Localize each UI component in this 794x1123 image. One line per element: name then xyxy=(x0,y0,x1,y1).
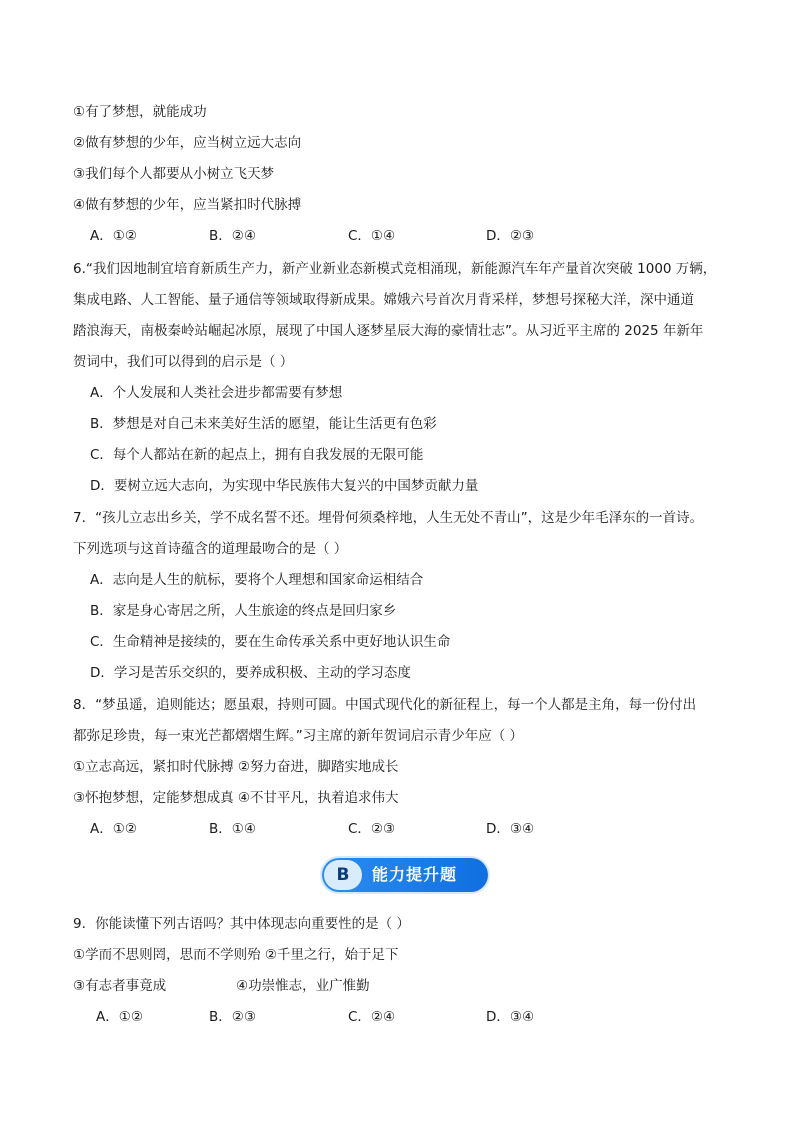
q9-statement-4: ④功崇惟志，业广惟勤 xyxy=(236,978,370,994)
q9-stem: 9．你能读懂下列古语吗？其中体现志向重要性的是（ ） xyxy=(73,916,410,932)
q6-stem-line-2: 集成电路、人工智能、量子通信等领域取得新成果。嫦娥六号首次月背采样，梦想号探秘大洋，深中通道 xyxy=(73,292,694,308)
section-title: 能力提升题 xyxy=(372,865,458,884)
q9-statements-line-1: ①学而不思则罔，思而不学则殆 ②千里之行，始于足下 xyxy=(73,947,399,963)
q7-option-c[interactable]: C．生命精神是接续的，要在生命传承关系中更好地认识生命 xyxy=(90,634,451,650)
q9-option-a[interactable]: A．①② xyxy=(96,1009,143,1025)
q9-options xyxy=(96,1007,716,1027)
q8-option-b[interactable]: B．①④ xyxy=(209,821,256,837)
q9-option-d[interactable]: D．③④ xyxy=(486,1009,535,1025)
q5-option-a[interactable]: A．①② xyxy=(90,228,137,244)
q9-option-b[interactable]: B．②③ xyxy=(209,1009,256,1025)
q7-stem-line-2: 下列选项与这首诗蕴含的道理最吻合的是（ ） xyxy=(73,541,348,557)
section-badge xyxy=(322,858,488,892)
q7-option-d[interactable]: D．学习是苦乐交织的，要养成积极、主动的学习态度 xyxy=(90,665,411,681)
q6-option-c[interactable]: C．每个人都站在新的起点上，拥有自我发展的无限可能 xyxy=(90,447,424,463)
q6-option-d[interactable]: D．要树立远大志向，为实现中华民族伟大复兴的中国梦贡献力量 xyxy=(90,478,479,494)
q8-stem-line-2: 都弥足珍贵，每一束光芒都熠熠生辉。”习主席的新年贺词启示青少年应（ ） xyxy=(73,728,524,744)
q8-statements-line-1: ①立志高远，紧扣时代脉搏 ②努力奋进，脚踏实地成长 xyxy=(73,759,399,775)
q7-stem-line-1: 7．“孩儿立志出乡关，学不成名誓不还。埋骨何须桑梓地，人生无处不青山”，这是少年毛泽东的一首诗。 xyxy=(73,510,704,526)
q5-statement-1: ①有了梦想，就能成功 xyxy=(73,104,207,120)
q5-statement-2: ②做有梦想的少年，应当树立远大志向 xyxy=(73,135,302,151)
q8-option-a[interactable]: A．①② xyxy=(90,821,137,837)
q8-options xyxy=(90,819,710,839)
q6-option-a[interactable]: A．个人发展和人类社会进步都需要有梦想 xyxy=(90,385,343,401)
q8-option-c[interactable]: C．②③ xyxy=(348,821,396,837)
q6-option-b[interactable]: B．梦想是对自己未来美好生活的愿望，能让生活更有色彩 xyxy=(90,416,437,432)
q5-statement-3: ③我们每个人都要从小树立飞天梦 xyxy=(73,166,275,182)
q8-stem-line-1: 8．“梦虽遥，追则能达；愿虽艰，持则可圆。中国式现代化的新征程上，每一个人都是主角，每一份付出 xyxy=(73,697,697,713)
q9-option-c[interactable]: C．②④ xyxy=(348,1009,396,1025)
q5-options xyxy=(90,226,710,246)
q8-statements-line-2: ③怀抱梦想，定能梦想成真 ④不甘平凡，执着追求伟大 xyxy=(73,790,399,806)
q5-option-b[interactable]: B．②④ xyxy=(209,228,256,244)
q7-option-b[interactable]: B．家是身心寄居之所，人生旅途的终点是回归家乡 xyxy=(90,603,397,619)
section-letter: B xyxy=(324,860,362,890)
q6-stem-line-4: 贺词中，我们可以得到的启示是（ ） xyxy=(73,354,294,370)
q6-stem-line-3: 踏浪海天，南极秦岭站崛起冰原，展现了中国人逐梦星辰大海的豪情壮志”。从习近平主席的 2025 年新年 xyxy=(73,323,704,339)
q5-option-c[interactable]: C．①④ xyxy=(348,228,396,244)
q8-option-d[interactable]: D．③④ xyxy=(486,821,535,837)
q6-stem-line-1: 6.“我们因地制宜培育新质生产力，新产业新业态新模式竞相涌现，新能源汽车年产量首次突破 1000 万辆， xyxy=(73,261,717,277)
q5-option-d[interactable]: D．②③ xyxy=(486,228,535,244)
q7-option-a[interactable]: A．志向是人生的航标，要将个人理想和国家命运相结合 xyxy=(90,572,424,588)
q5-statement-4: ④做有梦想的少年，应当紧扣时代脉搏 xyxy=(73,197,302,213)
q9-statement-3: ③有志者事竟成 xyxy=(73,978,167,994)
